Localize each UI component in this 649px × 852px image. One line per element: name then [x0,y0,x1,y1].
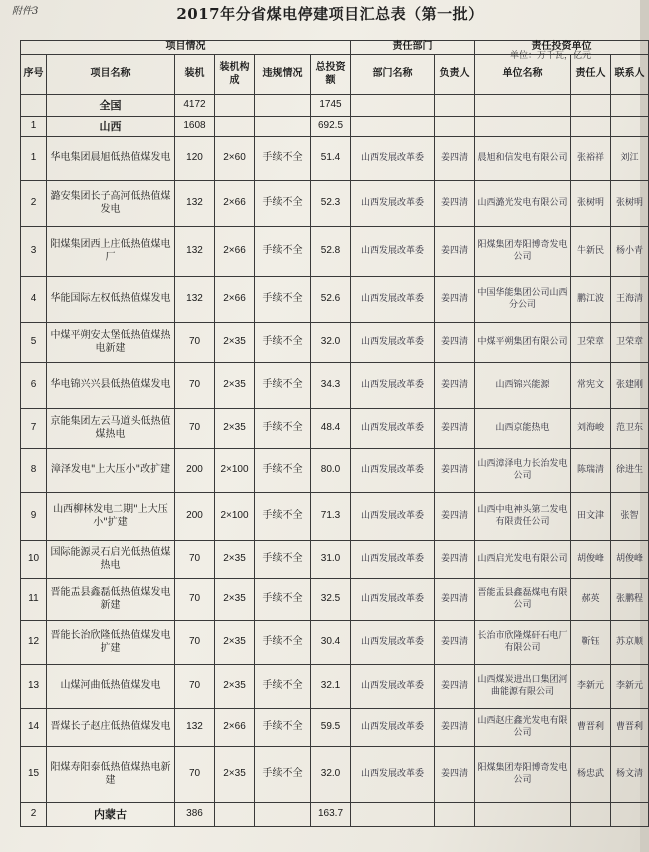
row-config: 2×35 [215,541,255,579]
row-investment: 32.5 [311,579,351,621]
row-contact: 杨小青 [611,227,649,277]
dept-header: 责任部门 [351,41,475,55]
project-table [20,40,649,827]
row-violation: 手续不全 [255,621,311,665]
row-responsible: 田文津 [571,493,611,541]
row-dept-name: 山西发展改革委 [351,137,435,181]
row-project-name: 晋能盂县鑫磊低热值煤发电新建 [47,579,175,621]
shanxi-capacity: 1608 [175,117,215,137]
row-seq: 9 [21,493,47,541]
capacity-header: 装机 [175,55,215,95]
national-row [21,95,649,117]
row-contact: 张建刚 [611,363,649,409]
row-responsible: 卫荣章 [571,323,611,363]
row-investment: 59.5 [311,709,351,747]
row-responsible: 陈瑞清 [571,449,611,493]
row-responsible: 李新元 [571,665,611,709]
violation-header: 违规情况 [255,55,311,95]
row-project-name: 华电集团晨旭低热值煤发电 [47,137,175,181]
row-dept-name: 山西发展改革委 [351,747,435,803]
row-config: 2×35 [215,363,255,409]
row-dept-person: 姜四清 [435,277,475,323]
row-dept-person: 姜四清 [435,579,475,621]
row-contact: 曹晋利 [611,709,649,747]
row-seq: 2 [21,181,47,227]
row-dept-person: 姜四清 [435,709,475,747]
row-violation: 手续不全 [255,277,311,323]
shanxi-investment: 692.5 [311,117,351,137]
row-dept-person: 姜四清 [435,409,475,449]
row-violation: 手续不全 [255,137,311,181]
row-config: 2×35 [215,579,255,621]
table-row [21,409,649,449]
dept-name-header: 部门名称 [351,55,435,95]
row-seq: 5 [21,323,47,363]
row-unit-name: 山西锦兴能源 [475,363,571,409]
row-seq: 11 [21,579,47,621]
shanxi-label: 山西 [47,117,175,137]
row-unit-name: 山西煤炭进出口集团河曲能源有限公司 [475,665,571,709]
row-capacity: 70 [175,541,215,579]
row-dept-person: 姜四清 [435,747,475,803]
row-investment: 32.0 [311,323,351,363]
row-dept-person: 姜四清 [435,137,475,181]
row-responsible: 张树明 [571,181,611,227]
row-project-name: 晋能长治欣隆低热值煤发电扩建 [47,621,175,665]
row-investment: 71.3 [311,493,351,541]
row-seq: 13 [21,665,47,709]
row-contact: 卫荣章 [611,323,649,363]
row-project-name: 华能国际左权低热值煤发电 [47,277,175,323]
row-dept-name: 山西发展改革委 [351,621,435,665]
row-dept-name: 山西发展改革委 [351,363,435,409]
table-row [21,363,649,409]
row-capacity: 132 [175,181,215,227]
header-row-1 [21,41,649,55]
row-config: 2×35 [215,621,255,665]
row-violation: 手续不全 [255,709,311,747]
row-dept-name: 山西发展改革委 [351,181,435,227]
row-unit-name: 阳煤集团寿阳博奇发电公司 [475,747,571,803]
row-investment: 34.3 [311,363,351,409]
row-config: 2×60 [215,137,255,181]
row-contact: 苏京顺 [611,621,649,665]
row-violation: 手续不全 [255,323,311,363]
row-unit-name: 山西京能热电 [475,409,571,449]
row-unit-name: 长治市欣隆煤矸石电厂有限公司 [475,621,571,665]
row-responsible: 张裕祥 [571,137,611,181]
table-row [21,493,649,541]
row-investment: 52.3 [311,181,351,227]
row-dept-name: 山西发展改革委 [351,665,435,709]
row-responsible: 曹晋利 [571,709,611,747]
row-investment: 32.0 [311,747,351,803]
row-seq: 14 [21,709,47,747]
row-contact: 徐进生 [611,449,649,493]
row-capacity: 132 [175,227,215,277]
row-capacity: 70 [175,409,215,449]
row-dept-person: 姜四清 [435,541,475,579]
row-investment: 30.4 [311,621,351,665]
row-investment: 52.8 [311,227,351,277]
row-project-name: 阳煤集团西上庄低热值煤电厂 [47,227,175,277]
row-seq: 8 [21,449,47,493]
row-config: 2×100 [215,449,255,493]
row-responsible: 常宪文 [571,363,611,409]
attachment-label: 附件3 [12,6,39,17]
owner-contact-header: 联系人 [611,55,649,95]
row-violation: 手续不全 [255,227,311,277]
row-seq: 6 [21,363,47,409]
row-config: 2×35 [215,665,255,709]
unit-note: 单位：万千瓦，亿元 [510,51,592,61]
nm-seq: 2 [21,803,47,827]
national-capacity: 4172 [175,95,215,117]
row-dept-person: 姜四清 [435,449,475,493]
row-unit-name: 山西中电神头第二发电有限责任公司 [475,493,571,541]
row-contact: 胡俊峰 [611,541,649,579]
name-header: 项目名称 [47,55,175,95]
row-violation: 手续不全 [255,409,311,449]
row-project-name: 潞安集团长子高河低热值煤发电 [47,181,175,227]
row-config: 2×35 [215,409,255,449]
row-investment: 80.0 [311,449,351,493]
row-config: 2×66 [215,709,255,747]
owner-header: 责任投资单位 [475,41,649,55]
row-violation: 手续不全 [255,449,311,493]
row-dept-person: 姜四清 [435,621,475,665]
row-responsible: 牛新民 [571,227,611,277]
seq-header: 序号 [21,55,47,95]
row-capacity: 200 [175,449,215,493]
row-project-name: 中煤平朔安太堡低热值煤热电新建 [47,323,175,363]
owner-person-header: 责任人 [571,55,611,95]
row-investment: 31.0 [311,541,351,579]
row-project-name: 山西柳林发电二期"上大压小"扩建 [47,493,175,541]
page-title: 2017年分省煤电停建项目汇总表（第一批） [176,5,484,23]
row-capacity: 70 [175,747,215,803]
row-capacity: 70 [175,323,215,363]
row-unit-name: 山西漳泽电力长治发电公司 [475,449,571,493]
row-config: 2×66 [215,277,255,323]
table-row [21,541,649,579]
row-dept-person: 姜四清 [435,363,475,409]
row-contact: 杨文清 [611,747,649,803]
row-violation: 手续不全 [255,579,311,621]
inner-mongolia-row [21,803,649,827]
row-violation: 手续不全 [255,363,311,409]
row-investment: 52.6 [311,277,351,323]
row-dept-person: 姜四清 [435,323,475,363]
header-row-2 [21,55,649,95]
row-seq: 12 [21,621,47,665]
row-config: 2×66 [215,227,255,277]
row-seq: 3 [21,227,47,277]
row-responsible: 郝英 [571,579,611,621]
nm-investment: 163.7 [311,803,351,827]
row-responsible: 杨忠武 [571,747,611,803]
row-unit-name: 阳煤集团寿阳博奇发电公司 [475,227,571,277]
row-responsible: 刘海峻 [571,409,611,449]
row-capacity: 132 [175,709,215,747]
row-unit-name: 晨旭和信发电有限公司 [475,137,571,181]
table-row [21,665,649,709]
row-contact: 范卫东 [611,409,649,449]
owner-name-header: 单位名称 [475,55,571,95]
row-seq: 15 [21,747,47,803]
row-violation: 手续不全 [255,181,311,227]
row-project-name: 漳泽发电"上大压小"改扩建 [47,449,175,493]
row-dept-person: 姜四清 [435,181,475,227]
row-seq: 1 [21,137,47,181]
row-capacity: 70 [175,579,215,621]
project-info-header: 项目情况 [21,41,351,55]
config-header: 装机构成 [215,55,255,95]
row-dept-person: 姜四清 [435,493,475,541]
row-config: 2×35 [215,747,255,803]
row-seq: 4 [21,277,47,323]
row-dept-name: 山西发展改革委 [351,409,435,449]
row-dept-name: 山西发展改革委 [351,579,435,621]
table-row [21,579,649,621]
nm-label: 内蒙古 [47,803,175,827]
dept-person-header: 负责人 [435,55,475,95]
row-responsible: 胡俊峰 [571,541,611,579]
row-capacity: 70 [175,363,215,409]
row-investment: 48.4 [311,409,351,449]
row-dept-name: 山西发展改革委 [351,493,435,541]
row-capacity: 200 [175,493,215,541]
row-violation: 手续不全 [255,665,311,709]
row-dept-name: 山西发展改革委 [351,323,435,363]
row-capacity: 70 [175,665,215,709]
row-contact: 张树明 [611,181,649,227]
row-violation: 手续不全 [255,541,311,579]
row-capacity: 120 [175,137,215,181]
row-investment: 51.4 [311,137,351,181]
table-row [21,449,649,493]
row-config: 2×100 [215,493,255,541]
row-unit-name: 山西潞光发电有限公司 [475,181,571,227]
row-unit-name: 山西启光发电有限公司 [475,541,571,579]
row-dept-name: 山西发展改革委 [351,227,435,277]
row-dept-person: 姜四清 [435,227,475,277]
table-row [21,323,649,363]
row-dept-person: 姜四清 [435,665,475,709]
row-project-name: 华电锦兴兴县低热值煤发电 [47,363,175,409]
investment-header: 总投资额 [311,55,351,95]
row-unit-name: 晋能盂县鑫磊煤电有限公司 [475,579,571,621]
row-project-name: 阳煤寿阳泰低热值煤热电新建 [47,747,175,803]
table-row [21,709,649,747]
row-dept-name: 山西发展改革委 [351,277,435,323]
shanxi-seq: 1 [21,117,47,137]
nm-capacity: 386 [175,803,215,827]
table-row [21,227,649,277]
row-violation: 手续不全 [255,493,311,541]
row-config: 2×35 [215,323,255,363]
table-row [21,277,649,323]
table-row [21,181,649,227]
row-seq: 7 [21,409,47,449]
row-unit-name: 山西赵庄鑫光发电有限公司 [475,709,571,747]
row-unit-name: 中国华能集团公司山西分公司 [475,277,571,323]
row-capacity: 70 [175,621,215,665]
row-project-name: 国际能源灵石启光低热值煤热电 [47,541,175,579]
national-label: 全国 [47,95,175,117]
row-responsible: 鹏江波 [571,277,611,323]
row-contact: 王海清 [611,277,649,323]
row-contact: 张智 [611,493,649,541]
row-capacity: 132 [175,277,215,323]
row-project-name: 晋煤长子赵庄低热值煤发电 [47,709,175,747]
row-investment: 32.1 [311,665,351,709]
row-dept-name: 山西发展改革委 [351,541,435,579]
national-investment: 1745 [311,95,351,117]
table-row [21,621,649,665]
row-seq: 10 [21,541,47,579]
row-contact: 张鹏程 [611,579,649,621]
shanxi-row [21,117,649,137]
row-violation: 手续不全 [255,747,311,803]
row-dept-name: 山西发展改革委 [351,709,435,747]
row-unit-name: 中煤平朔集团有限公司 [475,323,571,363]
row-dept-name: 山西发展改革委 [351,449,435,493]
table-row [21,747,649,803]
row-contact: 刘江 [611,137,649,181]
table-row [21,137,649,181]
row-contact: 李新元 [611,665,649,709]
row-project-name: 山煤河曲低热值煤发电 [47,665,175,709]
row-config: 2×66 [215,181,255,227]
row-responsible: 靳钰 [571,621,611,665]
row-project-name: 京能集团左云马道头低热值煤热电 [47,409,175,449]
